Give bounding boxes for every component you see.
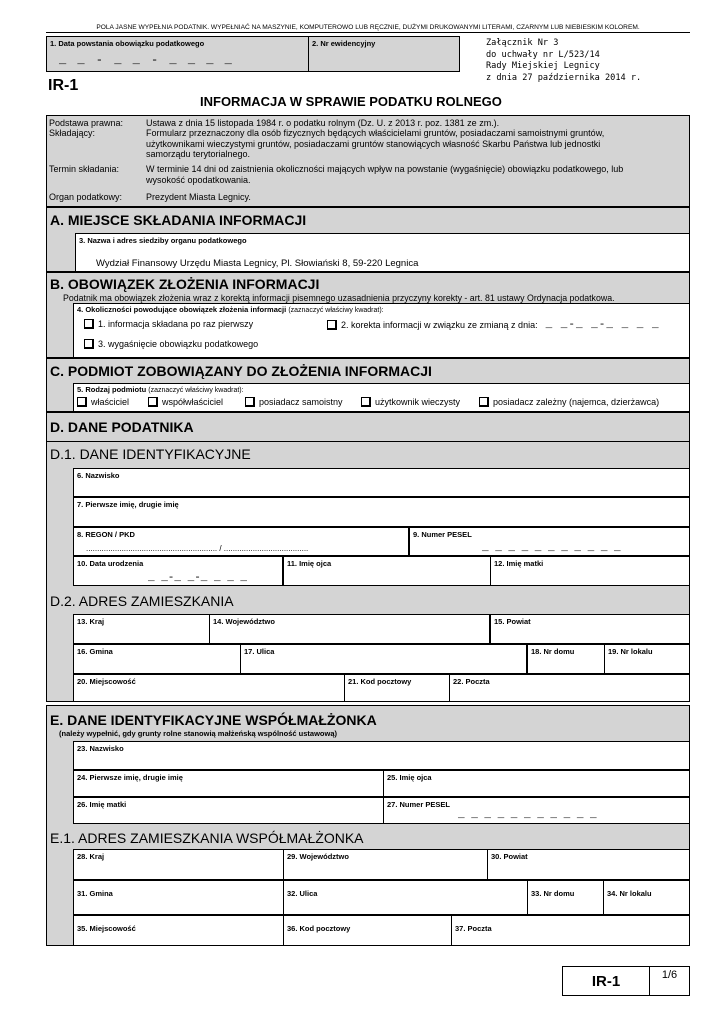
option-expiry-label: 3. wygaśnięcie obowiązku podatkowego bbox=[98, 339, 259, 349]
attachment-line-3: Rady Miejskiej Legnicy bbox=[486, 61, 600, 71]
field-22-box[interactable] bbox=[449, 674, 690, 702]
field-23-label: 23. Nazwisko bbox=[77, 744, 124, 753]
deadline-text-2: wysokość opodatkowania. bbox=[146, 174, 251, 185]
filer-text-1: Formularz przeznaczony dla osób fizycznych będących właścicielami gruntów, posiadaczami samoistnymi gruntów, bbox=[146, 128, 605, 138]
field-35-label: 35. Miejscowość bbox=[77, 924, 136, 933]
field-34-box[interactable] bbox=[603, 880, 690, 915]
section-b bbox=[46, 272, 690, 358]
field-28-box[interactable] bbox=[73, 849, 284, 880]
field-21-label: 21. Kod pocztowy bbox=[348, 677, 412, 686]
field-29-label: 29. Województwo bbox=[287, 852, 349, 861]
field-18-label: 18. Nr domu bbox=[531, 647, 575, 656]
checkbox-perpetual-user[interactable] bbox=[361, 397, 371, 407]
attachment-line-4: z dnia 27 października 2014 r. bbox=[486, 72, 642, 83]
checkbox-expiry[interactable] bbox=[84, 339, 94, 349]
field-24-label: 24. Pierwsze imię, drugie imię bbox=[77, 773, 183, 782]
field-4-hint: (zaznaczyć właściwy kwadrat): bbox=[288, 307, 384, 314]
correction-date-mask[interactable]: _ _-_ _-_ _ _ _ bbox=[545, 319, 660, 331]
field-12-box[interactable] bbox=[490, 556, 690, 586]
field-9-label: 9. Numer PESEL bbox=[413, 530, 472, 539]
field-32-box[interactable] bbox=[283, 880, 528, 915]
field-2-label: 2. Nr ewidencyjny bbox=[312, 39, 376, 48]
field-33-box[interactable] bbox=[527, 880, 604, 915]
basis-label: Podstawa prawna: bbox=[49, 118, 124, 128]
field-20-label: 20. Miejscowość bbox=[77, 677, 136, 686]
option-owner-label: właściciel bbox=[91, 397, 130, 407]
footer-page: 1/6 bbox=[661, 969, 678, 981]
field-10-box[interactable] bbox=[73, 556, 283, 586]
field-4-label bbox=[77, 305, 384, 314]
option-expiry[interactable] bbox=[84, 339, 258, 349]
section-d1-title: D.1. DANE IDENTYFIKACYJNE bbox=[50, 446, 251, 462]
field-27-box[interactable] bbox=[383, 797, 690, 824]
field-5-label bbox=[77, 385, 244, 394]
field-26-box[interactable] bbox=[73, 797, 384, 824]
field-7-label: 7. Pierwsze imię, drugie imię bbox=[77, 500, 179, 509]
field-37-label: 37. Poczta bbox=[455, 924, 492, 933]
option-co-owner-label: współwłaściciel bbox=[162, 397, 224, 407]
field-5-box bbox=[73, 383, 690, 412]
option-independent-possessor[interactable] bbox=[245, 397, 343, 407]
field-19-box[interactable] bbox=[604, 644, 690, 674]
field-26-label: 26. Imię matki bbox=[77, 800, 127, 809]
section-a bbox=[46, 207, 690, 272]
field-4-label-text: 4. Okoliczności powodujące obowiązek złożenia informacji bbox=[77, 305, 287, 314]
field-8-mask: ........................................................... / ...................................... bbox=[86, 544, 309, 553]
footer-page-box bbox=[649, 966, 690, 996]
section-e-subtitle: (należy wypełnić, gdy grunty rolne stanowią małżeńską wspólność ustawową) bbox=[59, 729, 337, 738]
field-16-box[interactable] bbox=[73, 644, 241, 674]
field-13-box[interactable] bbox=[73, 614, 210, 644]
field-11-label: 11. Imię ojca bbox=[287, 559, 332, 568]
field-15-box[interactable] bbox=[490, 614, 690, 644]
form-code: IR-1 bbox=[48, 77, 79, 94]
field-9-mask: _ _ _ _ _ _ _ _ _ _ _ bbox=[482, 542, 621, 554]
field-20-box[interactable] bbox=[73, 674, 345, 702]
field-1-label: 1. Data powstania obowiązku podatkowego bbox=[50, 39, 205, 48]
field-28-label: 28. Kraj bbox=[77, 852, 105, 861]
field-30-box[interactable] bbox=[487, 849, 690, 880]
field-36-label: 36. Kod pocztowy bbox=[287, 924, 351, 933]
attachment-note bbox=[486, 38, 641, 84]
field-33-label: 33. Nr domu bbox=[531, 889, 575, 898]
option-owner[interactable] bbox=[77, 397, 129, 407]
field-14-label: 14. Województwo bbox=[213, 617, 275, 626]
field-31-box[interactable] bbox=[73, 880, 284, 915]
section-b-title: B. OBOWIĄZEK ZŁOŻENIA INFORMACJI bbox=[50, 276, 320, 292]
section-c bbox=[46, 358, 690, 412]
field-17-label: 17. Ulica bbox=[244, 647, 275, 656]
option-first-filing-label: 1. informacja składana po raz pierwszy bbox=[98, 319, 254, 329]
field-35-box[interactable] bbox=[73, 915, 284, 946]
field-31-label: 31. Gmina bbox=[77, 889, 113, 898]
field-21-box[interactable] bbox=[344, 674, 450, 702]
field-2-box[interactable] bbox=[308, 36, 460, 72]
field-5-hint: (zaznaczyć właściwy kwadrat): bbox=[148, 387, 244, 394]
checkbox-owner[interactable] bbox=[77, 397, 87, 407]
filer-text-2: użytkownikami wieczystymi gruntów, posiadaczami gruntów stanowiących własność Skarbu Państwa lub jednostki bbox=[146, 138, 601, 149]
field-9-box[interactable] bbox=[409, 527, 690, 556]
option-dependent-possessor-label: posiadacz zależny (najemca, dzierżawca) bbox=[493, 397, 660, 407]
field-10-label: 10. Data urodzenia bbox=[77, 559, 144, 568]
filer-text-3: samorządu terytorialnego. bbox=[146, 149, 251, 159]
field-29-box[interactable] bbox=[283, 849, 488, 880]
field-3-box[interactable] bbox=[75, 233, 690, 272]
top-note: POLA JASNE WYPEŁNIA PODATNIK. WYPEŁNIAĆ NA MASZYNIE, KOMPUTEROWO LUB RĘCZNIE, DUŻYMI DRUKOWANYMI LITERAMI, CZARNYM LUB NIEBIESKIM KOLOREM. bbox=[46, 24, 690, 33]
deadline-text-1: W terminie 14 dni od zaistnienia okoliczności mających wpływ na powstanie (wygaśnięcie) obowiązku podatkowego, lub bbox=[146, 164, 624, 174]
field-5-label-text: 5. Rodzaj podmiotu bbox=[77, 385, 147, 394]
section-a-title: A. MIEJSCE SKŁADANIA INFORMACJI bbox=[50, 212, 307, 228]
field-25-label: 25. Imię ojca bbox=[387, 773, 432, 782]
checkbox-co-owner[interactable] bbox=[148, 397, 158, 407]
footer-code: IR-1 bbox=[591, 973, 621, 990]
field-8-label: 8. REGON / PKD bbox=[77, 530, 135, 539]
option-co-owner[interactable] bbox=[148, 397, 223, 407]
field-25-box[interactable] bbox=[383, 770, 690, 797]
field-24-box[interactable] bbox=[73, 770, 384, 797]
option-perpetual-user-label: użytkownik wieczysty bbox=[375, 397, 461, 407]
field-16-label: 16. Gmina bbox=[77, 647, 113, 656]
field-3-label: 3. Nazwa i adres siedziby organu podatkowego bbox=[79, 236, 247, 245]
option-independent-possessor-label: posiadacz samoistny bbox=[259, 397, 343, 407]
footer-code-box bbox=[562, 966, 650, 996]
section-e1-title: E.1. ADRES ZAMIESZKANIA WSPÓŁMAŁŻONKA bbox=[50, 830, 364, 846]
field-10-mask: _ _-_ _-_ _ _ _ bbox=[148, 572, 248, 584]
field-1-mask: _ _ - _ _ - _ _ _ _ bbox=[59, 53, 232, 67]
section-d bbox=[46, 412, 690, 702]
form-title: INFORMACJA W SPRAWIE PODATKU ROLNEGO bbox=[200, 94, 502, 109]
authority-text: Prezydent Miasta Legnicy. bbox=[146, 192, 251, 202]
option-perpetual-user[interactable] bbox=[361, 397, 460, 407]
field-37-box[interactable] bbox=[451, 915, 690, 946]
field-8-box[interactable] bbox=[73, 527, 409, 556]
field-30-label: 30. Powiat bbox=[491, 852, 528, 861]
field-36-box[interactable] bbox=[283, 915, 452, 946]
attachment-line-2: do uchwały nr L/523/14 bbox=[486, 49, 600, 60]
legal-block bbox=[46, 115, 690, 207]
field-27-label: 27. Numer PESEL bbox=[387, 800, 450, 809]
basis-text: Ustawa z dnia 15 listopada 1984 r. o podatku rolnym (Dz. U. z 2013 r. poz. 1381 ze zm.). bbox=[146, 118, 500, 128]
option-first-filing[interactable] bbox=[84, 319, 253, 329]
option-dependent-possessor[interactable] bbox=[479, 397, 659, 407]
option-correction-label: 2. korekta informacji w związku ze zmianą z dnia: bbox=[341, 320, 538, 330]
section-e bbox=[46, 705, 690, 946]
field-11-box[interactable] bbox=[283, 556, 491, 586]
field-6-box[interactable] bbox=[73, 468, 690, 497]
checkbox-first-filing[interactable] bbox=[84, 319, 94, 329]
field-7-box[interactable] bbox=[73, 497, 690, 527]
section-c-title: C. PODMIOT ZOBOWIĄZANY DO ZŁOŻENIA INFORMACJI bbox=[50, 363, 432, 379]
section-e-title: E. DANE IDENTYFIKACYJNE WSPÓŁMAŁŻONKA bbox=[50, 712, 377, 728]
filer-label: Składający: bbox=[49, 128, 96, 138]
field-1-box[interactable] bbox=[46, 36, 309, 72]
field-4-box bbox=[73, 303, 690, 358]
field-22-label: 22. Poczta bbox=[453, 677, 490, 686]
field-27-mask: _ _ _ _ _ _ _ _ _ _ _ bbox=[458, 809, 597, 821]
field-19-label: 19. Nr lokalu bbox=[608, 647, 653, 656]
section-d2-title: D.2. ADRES ZAMIESZKANIA bbox=[50, 593, 234, 609]
option-correction[interactable] bbox=[327, 319, 660, 331]
attachment-line-1: Załącznik Nr 3 bbox=[486, 38, 559, 48]
field-23-box[interactable] bbox=[73, 741, 690, 770]
section-b-note: Podatnik ma obowiązek złożenia wraz z korektą informacji pisemnego uzasadnienia przyczyny korekty - art. 81 ustawy Ordynacja podatkowa. bbox=[63, 293, 615, 303]
checkbox-correction[interactable] bbox=[327, 320, 337, 330]
authority-label: Organ podatkowy: bbox=[49, 192, 123, 202]
field-15-label: 15. Powiat bbox=[494, 617, 531, 626]
field-12-label: 12. Imię matki bbox=[494, 559, 544, 568]
field-13-label: 13. Kraj bbox=[77, 617, 105, 626]
field-17-box[interactable] bbox=[240, 644, 527, 674]
field-3-value: Wydział Finansowy Urzędu Miasta Legnicy, Pl. Słowiański 8, 59-220 Legnica bbox=[96, 258, 419, 269]
checkbox-independent-possessor[interactable] bbox=[245, 397, 255, 407]
field-18-box[interactable] bbox=[527, 644, 605, 674]
section-d-title: D. DANE PODATNIKA bbox=[50, 419, 194, 435]
field-14-box[interactable] bbox=[209, 614, 490, 644]
deadline-label: Termin składania: bbox=[49, 164, 120, 174]
field-32-label: 32. Ulica bbox=[287, 889, 318, 898]
checkbox-dependent-possessor[interactable] bbox=[479, 397, 489, 407]
field-34-label: 34. Nr lokalu bbox=[607, 889, 652, 898]
field-6-label: 6. Nazwisko bbox=[77, 471, 120, 480]
